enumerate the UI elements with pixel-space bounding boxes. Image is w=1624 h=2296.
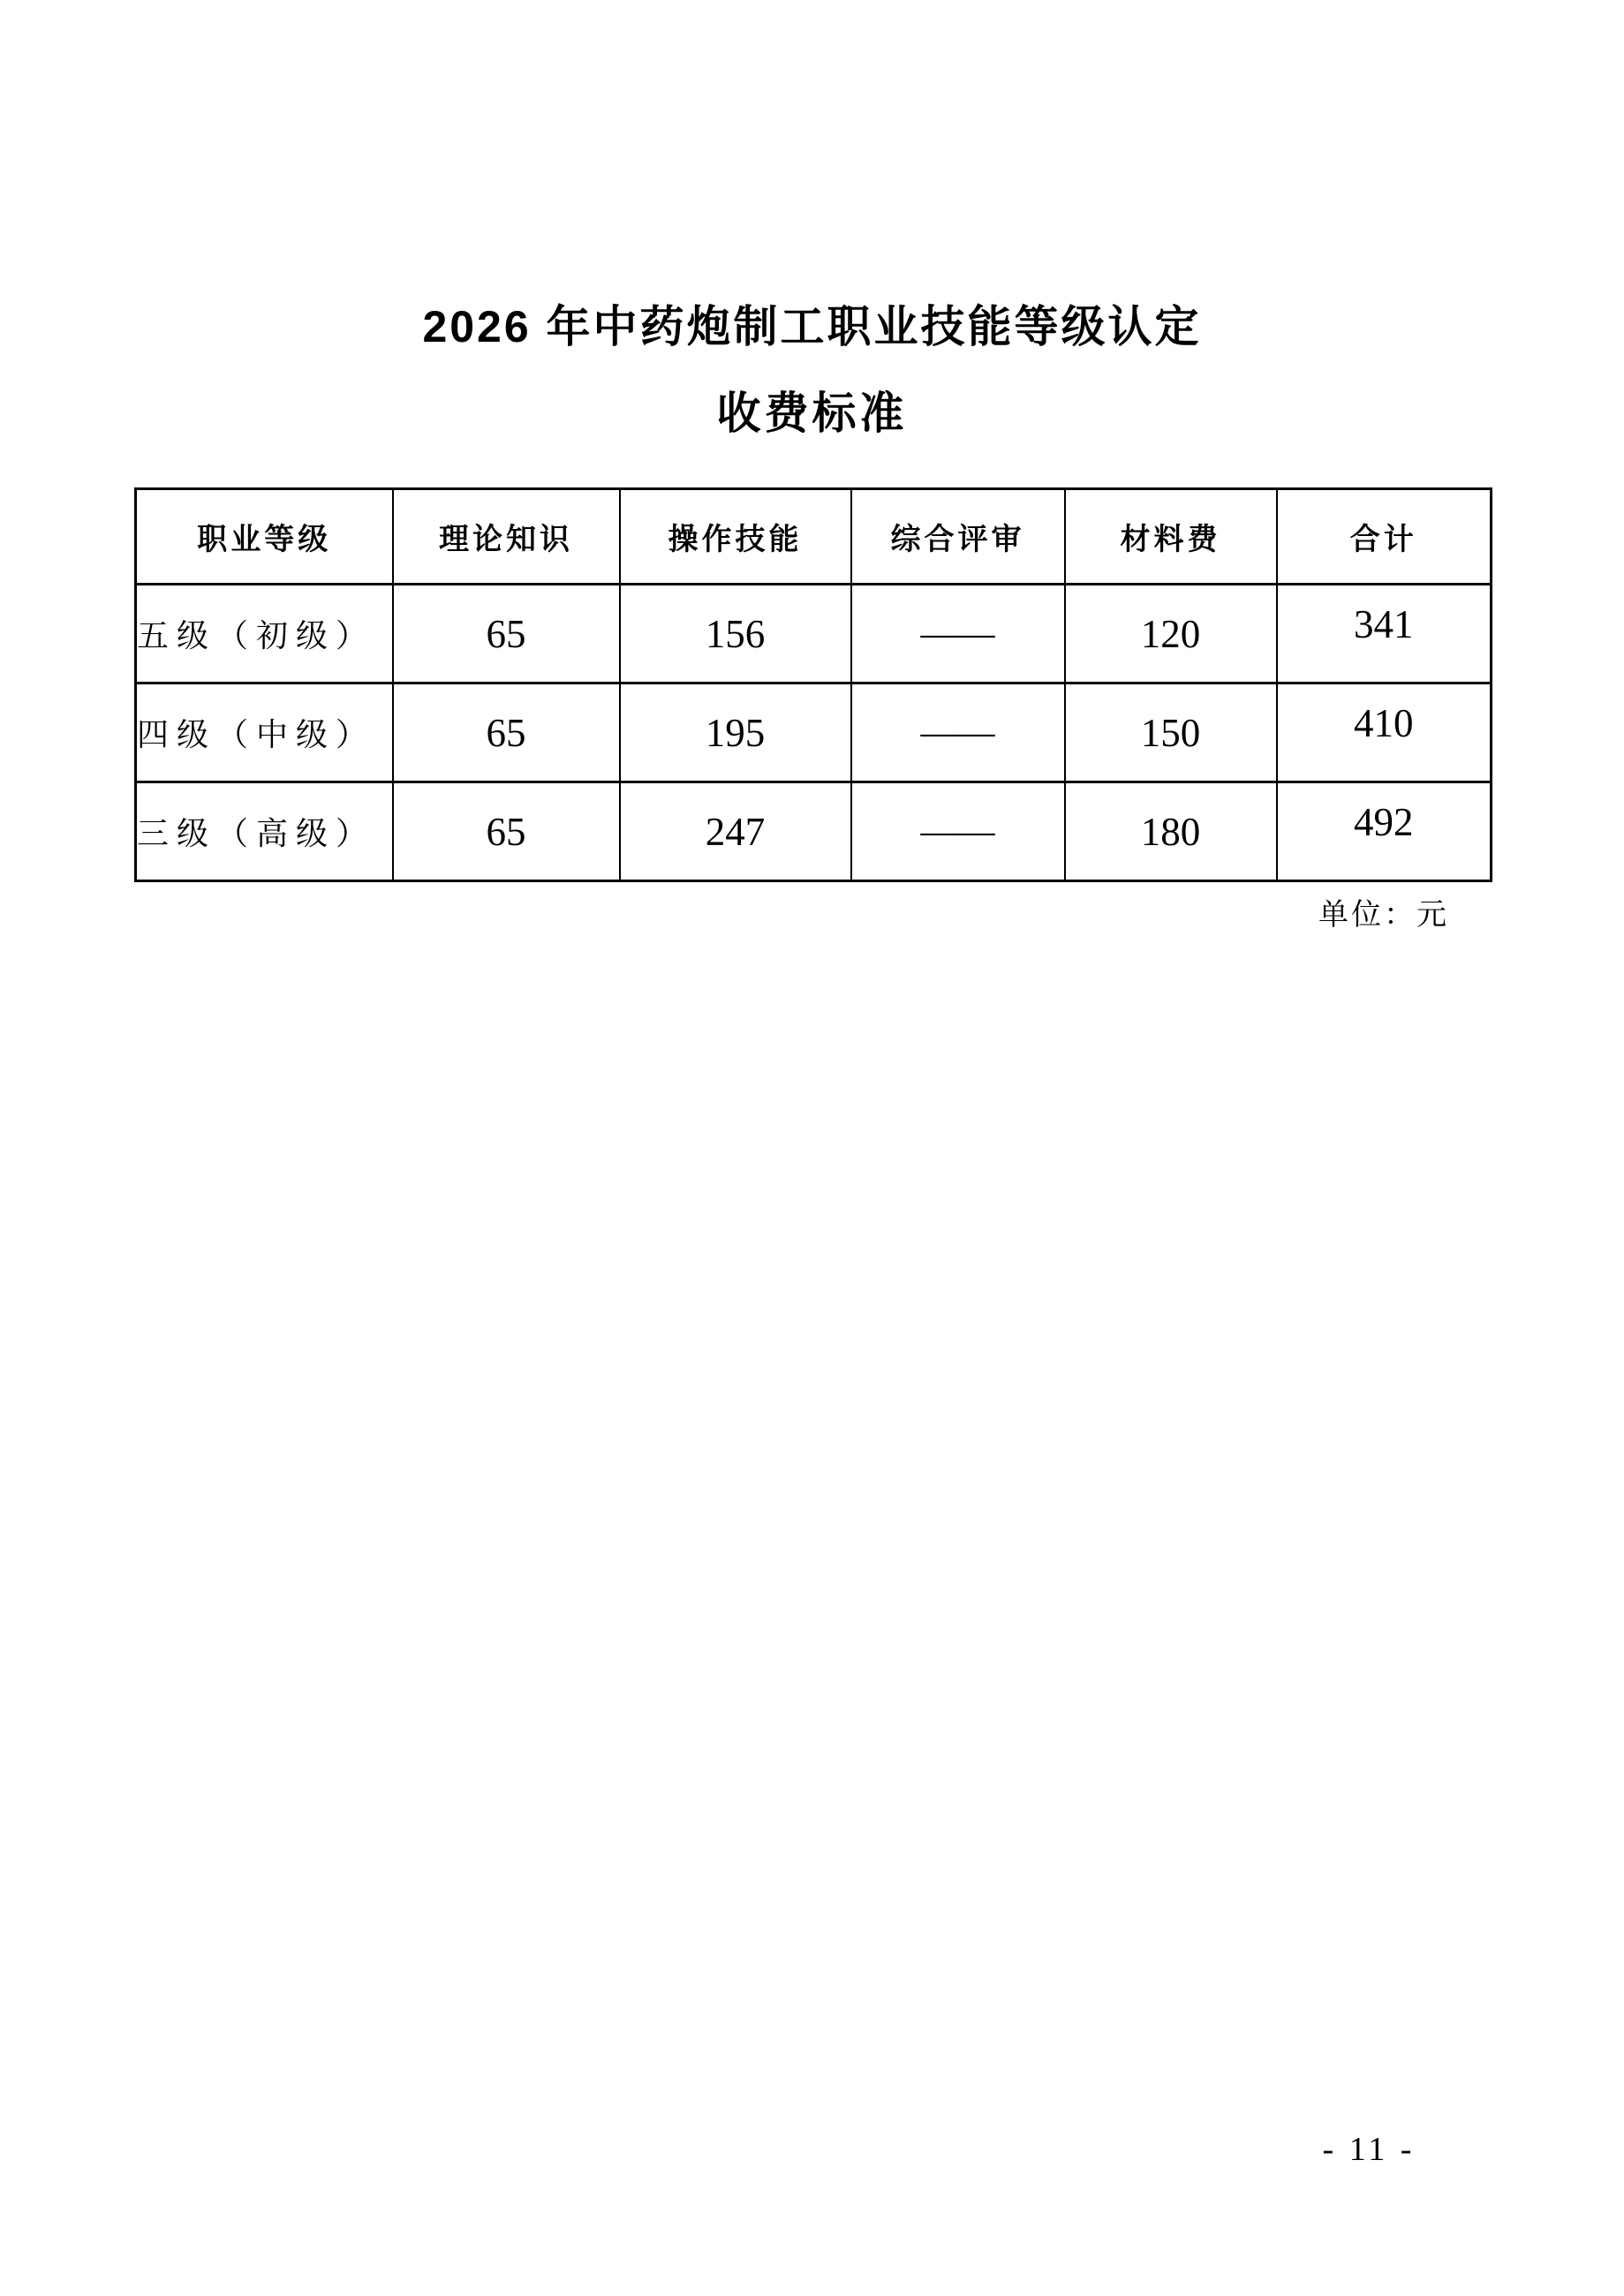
unit-note: 单位：元 [1318,899,1449,932]
cell-theory: 65 [393,782,620,881]
header-cell-material-fee: 材料费 [1065,489,1277,585]
cell-total [1277,684,1492,782]
document-title-line2: 收费标准 [716,389,908,438]
cell-level: 三级（高级） [136,782,393,881]
cell-skills: 247 [620,782,851,881]
table-row [136,684,1492,782]
cell-material: 180 [1065,782,1277,881]
cell-theory: 65 [393,585,620,684]
header-cell-total: 合计 [1277,489,1492,585]
header-cell-occupation-level: 职业等级 [136,489,393,585]
cell-total [1277,585,1492,684]
cell-total-value: 410 [1354,700,1414,745]
fee-standard-table [134,487,1492,882]
cell-material: 120 [1065,585,1277,684]
cell-skills: 156 [620,585,851,684]
table-row [136,782,1492,881]
cell-skills: 195 [620,684,851,782]
cell-review: —— [851,684,1065,782]
cell-total-value: 492 [1354,799,1414,844]
table-header-row [136,489,1492,585]
cell-level: 四级（中级） [136,684,393,782]
header-cell-comprehensive-review: 综合评审 [851,489,1065,585]
cell-theory: 65 [393,684,620,782]
header-cell-theory-knowledge: 理论知识 [393,489,620,585]
cell-total-value: 341 [1354,601,1414,646]
cell-total [1277,782,1492,881]
cell-review: —— [851,782,1065,881]
header-cell-operation-skills: 操作技能 [620,489,851,585]
page-number: - 11 - [1322,2131,1416,2168]
cell-level: 五级（初级） [136,585,393,684]
cell-review: —— [851,585,1065,684]
cell-material: 150 [1065,684,1277,782]
table-row [136,585,1492,684]
document-title-line1: 2026 年中药炮制工职业技能等级认定 [422,302,1202,351]
